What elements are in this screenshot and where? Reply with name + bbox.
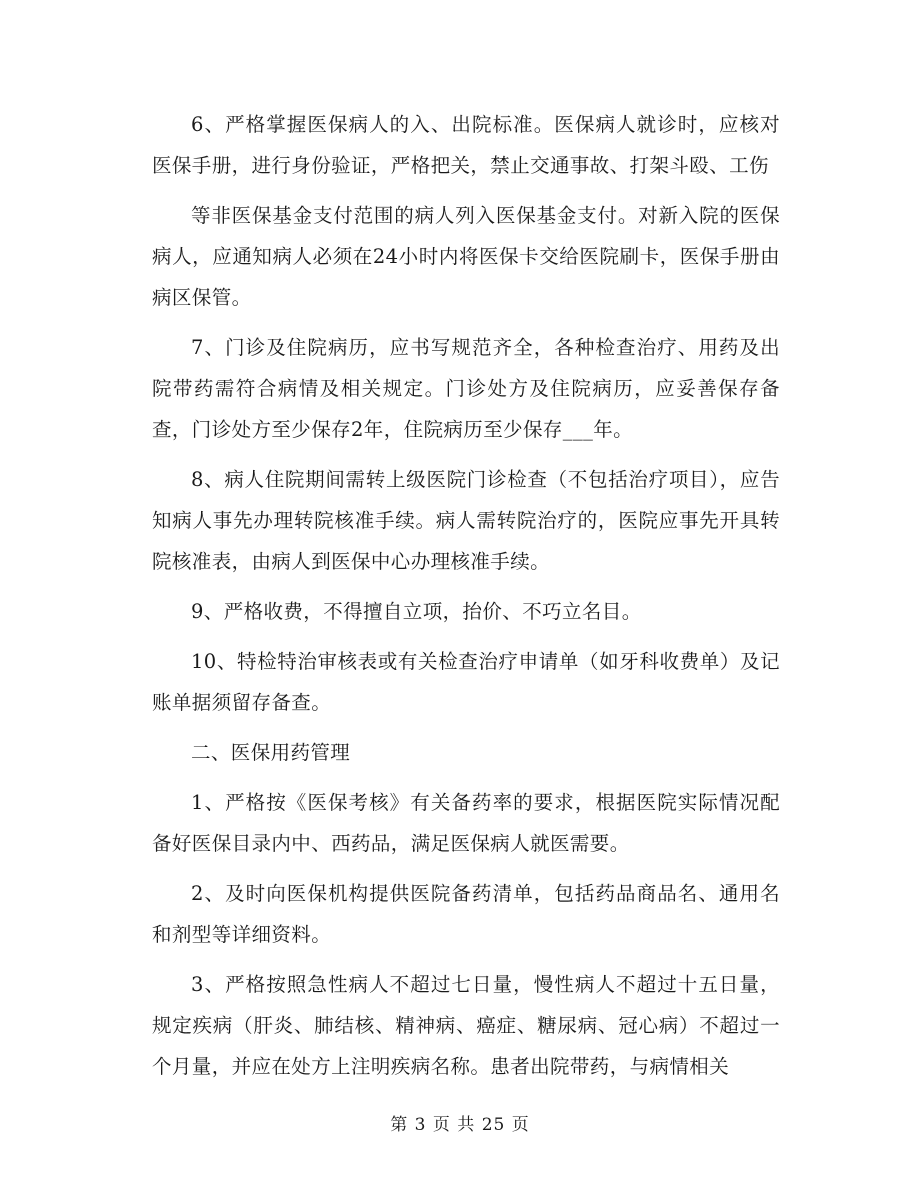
section-heading: 二、医保用药管理 (191, 741, 351, 764)
paragraph-4: 8、病人住院期间需转上级医院门诊检查（不包括治疗项目），应告知病人事先办理转院核准手续。病人需转院治疗的，医院应事先开具转院核准表，由病人到医保中心办理核准手续。 (152, 468, 780, 573)
paragraph-5: 9、严格收费，不得擅自立项，抬价、不巧立名目。 (191, 600, 642, 623)
paragraph-1: 6、严格掌握医保病人的入、出院标准。医保病人就诊时，应核对医保手册，进行身份验证，严格把关，禁止交通事故、打架斗殴、工伤 (152, 113, 780, 177)
paragraph-6: 10、特检特治审核表或有关检查治疗申请单（如牙科收费单）及记账单据须留存备查。 (152, 650, 780, 714)
page-footer (0, 1110, 920, 1135)
page-number: 第 3 页 共 25 页 (390, 1115, 530, 1135)
paragraph-3: 7、门诊及住院病历，应书写规范齐全，各种检查治疗、用药及出院带药需符合病情及相关规定。门诊处方及住院病历，应妥善保存备查，门诊处方至少保存2年，住院病历至少保存___年。 (152, 336, 780, 441)
paragraph-8: 2、及时向医保机构提供医院备药清单，包括药品商品名、通用名和剂型等详细资料。 (152, 882, 780, 946)
document-body (152, 104, 780, 1087)
paragraph-7: 1、严格按《医保考核》有关备药率的要求，根据医院实际情况配备好医保目录内中、西药品，满足医保病人就医需要。 (152, 791, 780, 855)
paragraph-2: 等非医保基金支付范围的病人列入医保基金支付。对新入院的医保病人，应通知病人必须在24小时内将医保卡交给医院刷卡，医保手册由病区保管。 (152, 204, 780, 309)
paragraph-9: 3、严格按照急性病人不超过七日量，慢性病人不超过十五日量，规定疾病（肝炎、肺结核、精神病、癌症、糖尿病、冠心病）不超过一个月量，并应在处方上注明疾病名称。患者出院带药，与病情相关 (152, 973, 780, 1078)
